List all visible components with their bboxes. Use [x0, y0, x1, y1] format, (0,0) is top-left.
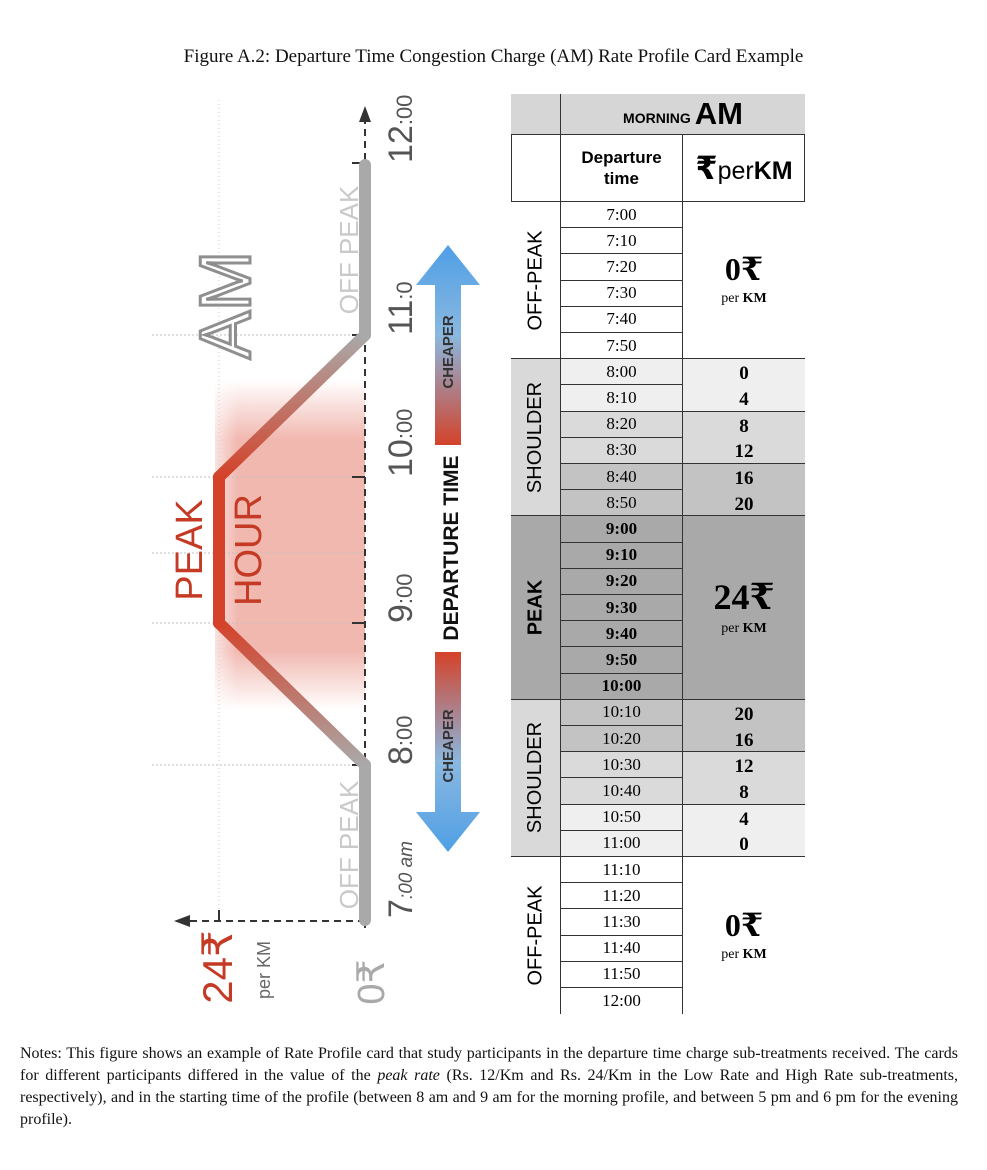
time-tick-labels — [382, 95, 420, 918]
departure-time-cell: 8:40 — [561, 464, 683, 490]
departure-time-cell: 9:40 — [561, 621, 683, 647]
rate-value-cell: 16 — [683, 726, 805, 752]
rate-value-cell: 4 — [683, 385, 805, 411]
table-corner-cell — [511, 135, 561, 202]
morning-word: MORNING — [623, 110, 691, 126]
flat-rate-value: 0₹ — [724, 906, 764, 943]
hour-word: HOUR — [228, 494, 270, 606]
tick-minutes: :0 — [392, 281, 417, 300]
figure-notes — [20, 1043, 958, 1131]
departure-time-cell: 11:00 — [561, 831, 683, 857]
rate-value-cell: 8 — [683, 412, 805, 438]
tick-hour: 11 — [382, 299, 420, 335]
flat-rate-value: 24₹ — [713, 576, 775, 617]
table-header-morning-am — [561, 94, 805, 135]
section-label-cell — [511, 359, 561, 516]
rate-value-cell: 0 — [683, 831, 805, 857]
notes-peak-rate: peak rate — [377, 1067, 440, 1084]
section-label-cell — [511, 857, 561, 1014]
rate-value-cell: 12 — [683, 438, 805, 464]
rate-0-label: 0₹ — [351, 959, 393, 1005]
departure-time-cell: 7:20 — [561, 254, 683, 280]
section-label: SHOULDER — [524, 381, 547, 493]
am-label: AM — [186, 251, 266, 359]
rate-24-label: 24₹ — [194, 930, 241, 1004]
departure-time-header: Departure time — [561, 135, 683, 202]
departure-time-cell: 9:50 — [561, 647, 683, 673]
cheaper-arrow-down — [416, 652, 480, 852]
departure-time-cell: 9:30 — [561, 595, 683, 621]
section-label-cell — [511, 516, 561, 699]
departure-time-cell: 10:30 — [561, 752, 683, 778]
section-label-cell — [511, 202, 561, 359]
departure-time-cell: 12:00 — [561, 988, 683, 1014]
departure-time-cell: 9:20 — [561, 569, 683, 595]
per-word-small: per — [721, 291, 740, 307]
rate-value-cell: 12 — [683, 752, 805, 778]
cheaper-label-upper: CHEAPER — [440, 315, 457, 389]
tick-hour: 9 — [382, 604, 420, 623]
departure-time-label: DEPARTURE TIME — [440, 455, 463, 641]
tick-minutes: :00 — [392, 94, 417, 126]
departure-time-cell: 7:00 — [561, 202, 683, 228]
tick-hour: 10 — [382, 439, 420, 477]
rate-table — [511, 94, 805, 1011]
per-word-small: per — [721, 946, 740, 962]
time-tick-label — [382, 409, 420, 477]
time-tick-label — [382, 95, 420, 163]
section-label: OFF-PEAK — [524, 885, 547, 986]
departure-time-cell: 11:50 — [561, 962, 683, 988]
table-corner-cell — [511, 94, 561, 135]
per-km-caption — [721, 621, 767, 637]
peak-word: PEAK — [169, 499, 211, 601]
departure-time-cell: 10:40 — [561, 778, 683, 804]
rupee-symbol: ₹ — [695, 150, 718, 186]
departure-time-cell: 9:00 — [561, 516, 683, 542]
departure-time-cell: 8:20 — [561, 412, 683, 438]
flat-rate-value: 0₹ — [724, 251, 764, 288]
departure-time-cell: 7:30 — [561, 281, 683, 307]
departure-time-cell: 9:10 — [561, 543, 683, 569]
am-word: AM — [694, 96, 743, 131]
rupee-per-km-header — [683, 135, 805, 202]
flat-rate-cell — [683, 516, 805, 699]
per-km-label: per KM — [254, 940, 274, 1000]
off-peak-label-top: OFF PEAK — [334, 185, 364, 315]
per-word-small: per — [721, 620, 740, 636]
tick-hour: 12 — [382, 125, 420, 163]
tick-minutes: :00 — [392, 715, 417, 747]
rate-value-cell: 0 — [683, 359, 805, 385]
km-word-small: KM — [742, 946, 767, 962]
departure-time-cell: 8:30 — [561, 438, 683, 464]
per-km-caption — [721, 947, 767, 963]
per-word: per — [717, 156, 754, 185]
figure-caption: Figure A.2: Departure Time Congestion Charge (AM) Rate Profile Card Example — [183, 46, 804, 67]
tick-hour: 7 — [382, 899, 420, 918]
tick-minutes: :00 am — [396, 840, 417, 900]
flat-rate-cell — [683, 202, 805, 359]
cheaper-label-lower: CHEAPER — [440, 709, 457, 783]
departure-time-cell: 10:50 — [561, 805, 683, 831]
section-label: PEAK — [524, 579, 547, 636]
rate-value-cell: 16 — [683, 464, 805, 490]
off-peak-label-bottom: OFF PEAK — [334, 780, 364, 910]
time-tick-label — [382, 841, 420, 918]
flat-rate-cell — [683, 857, 805, 1014]
rate-profile-chart — [140, 90, 500, 1020]
departure-time-cell: 10:20 — [561, 726, 683, 752]
rate-value-cell: 20 — [683, 700, 805, 726]
rate-value-cell: 4 — [683, 805, 805, 831]
cheaper-arrow-up — [416, 245, 480, 445]
km-word: KM — [753, 156, 793, 185]
departure-time-cell: 11:40 — [561, 936, 683, 962]
notes-text-1: Notes: This figure shows an example of Rate Profile card that study participants in the departure time charge sub-treatments received. The cards for different participants differed in the value of the — [20, 1045, 958, 1084]
rate-value-cell: 20 — [683, 490, 805, 516]
departure-time-cell: 11:20 — [561, 883, 683, 909]
horizontal-rate-axis — [174, 915, 365, 927]
departure-time-cell: 11:30 — [561, 909, 683, 935]
km-word-small: KM — [742, 620, 767, 636]
departure-time-cell: 8:50 — [561, 490, 683, 516]
departure-time-cell: 7:50 — [561, 333, 683, 359]
departure-time-cell: 7:10 — [561, 228, 683, 254]
departure-time-cell: 7:40 — [561, 307, 683, 333]
departure-time-cell: 10:00 — [561, 674, 683, 700]
tick-minutes: :00 — [392, 408, 417, 440]
departure-time-cell: 8:00 — [561, 359, 683, 385]
section-label: SHOULDER — [524, 722, 547, 834]
km-word-small: KM — [742, 291, 767, 307]
time-tick-label — [382, 573, 420, 623]
notes-text-2: (Rs. 12/Km and Rs. 24/Km in the Low Rate and High Rate sub-treatments, respectively), and in the starting time of the profile (between 8 am and 9 am for the morning profile, and between 5 pm and 6 pm for the evening profile). — [20, 1067, 959, 1128]
section-label-cell — [511, 700, 561, 857]
departure-time-cell: 11:10 — [561, 857, 683, 883]
time-tick-label — [382, 281, 420, 335]
tick-hour: 8 — [382, 746, 420, 765]
time-tick-label — [382, 715, 420, 765]
section-label: OFF-PEAK — [524, 230, 547, 331]
per-km-caption — [721, 291, 767, 307]
departure-time-cell: 8:10 — [561, 385, 683, 411]
tick-minutes: :00 — [392, 573, 417, 605]
departure-time-cell: 10:10 — [561, 700, 683, 726]
rate-value-cell: 8 — [683, 778, 805, 804]
